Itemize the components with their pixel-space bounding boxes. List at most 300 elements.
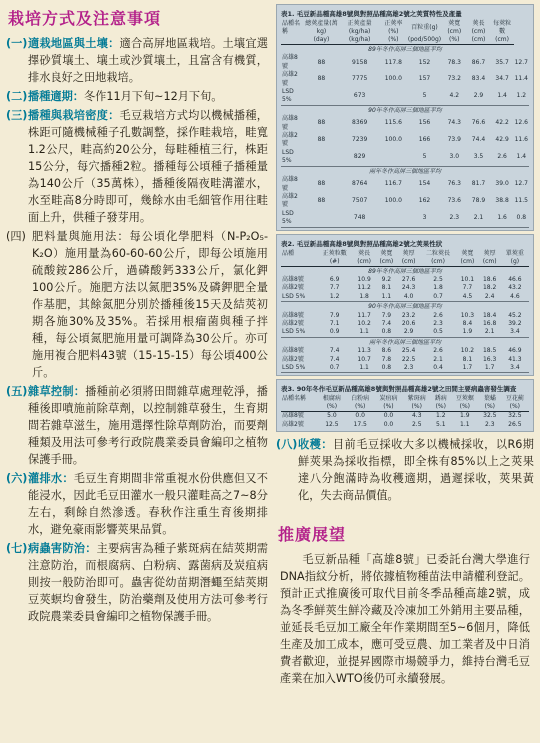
trial-group-label: 90年冬作高屏三個地區平均: [368, 106, 442, 114]
table-cell: 3.0: [442, 149, 466, 166]
table-cell: 42.2: [495, 119, 509, 127]
table-cell: 88: [317, 180, 326, 188]
item-heading: 病蟲害防治：: [28, 542, 97, 555]
table-header-cell: 品種名稱: [282, 395, 307, 403]
table-cell: 1.7: [456, 364, 478, 373]
table3-title: 表3. 90年冬作毛豆新品種高雄8號與對照品種高雄2號之田間主要病蟲害發生調查: [281, 385, 517, 394]
table-unit-cell: (%): [380, 36, 407, 45]
table-cell: 7.9: [381, 311, 392, 319]
table-cell: 11.7: [357, 311, 371, 319]
table-header-cell: 莢寬(cm): [447, 20, 462, 35]
table-unit-cell: (day): [303, 36, 339, 45]
table-cell: 73.6: [447, 197, 461, 205]
table-cell: 73.9: [447, 136, 461, 144]
table-cell: [380, 149, 407, 166]
table-row: [281, 320, 529, 328]
table-unit-cell: (cm): [375, 258, 397, 267]
table-cell: 39.0: [495, 180, 509, 188]
table-cell: 0.7: [420, 293, 457, 302]
table-cell: 4.5: [456, 293, 478, 302]
table-cell: 0.0: [383, 420, 394, 428]
table-row: [281, 276, 529, 284]
right-column: [276, 4, 534, 687]
table-unit-cell: [281, 403, 318, 412]
table-unit-cell: (cm): [491, 36, 514, 45]
table-cell: 高雄2號: [282, 420, 304, 428]
table-header-cell: 正莢粒數: [322, 249, 347, 257]
table-unit-cell: (cm): [479, 258, 501, 267]
table-unit-cell: (cm): [420, 258, 457, 267]
table-unit-cell: (%): [346, 403, 374, 412]
table-cell: 0.0: [383, 412, 394, 420]
harvest-paragraph: [276, 436, 534, 504]
table-cell: 1.1: [353, 364, 375, 373]
table-row: [281, 88, 529, 105]
table-cell: 7507: [352, 197, 368, 205]
table-cell: 8.6: [381, 347, 392, 355]
item-number: (六): [6, 472, 28, 485]
table-cell: 10.9: [357, 275, 371, 283]
table-cell: 1.1: [375, 293, 397, 302]
table-header-cell: 品種名稱: [282, 20, 301, 35]
table1-panel: [276, 4, 534, 231]
table-cell: 1.2: [436, 412, 446, 420]
table-cell: 11.2: [357, 284, 371, 292]
table-unit-cell: [281, 258, 316, 267]
table-cell: 32.5: [483, 412, 497, 420]
table-header-cell: 二粒莢長: [426, 249, 451, 257]
table-cell: 3.5: [466, 149, 490, 166]
item-text: 冬作11月下旬~12月下旬。: [83, 90, 223, 103]
table-header-cell: 根腐病: [322, 395, 341, 403]
table-cell: 1.6: [491, 210, 514, 227]
table-cell: 18.2: [482, 284, 497, 292]
table-cell: 10.2: [460, 347, 475, 355]
table-cell: 9.2: [381, 275, 392, 283]
section-title-cultivation: 栽培方式及注意事項: [8, 9, 162, 28]
table-cell: 高雄2號: [282, 284, 304, 292]
table-cell: 高雄2號: [282, 319, 304, 327]
table-cell: 39.2: [508, 319, 522, 327]
table-cell: 高雄8號: [282, 275, 304, 283]
table-cell: 3.4: [501, 328, 529, 337]
table-cell: 748: [340, 210, 380, 227]
table-cell: 2.3: [433, 319, 443, 327]
table-cell: 88: [317, 197, 326, 205]
table-cell: 100.0: [384, 197, 402, 205]
table-cell: 2.1: [479, 328, 501, 337]
table-cell: 高雄8號: [282, 412, 304, 420]
table-cell: 27.6: [401, 275, 416, 283]
table-row: [281, 356, 529, 364]
table-cell: 1.1: [460, 420, 470, 428]
table-header-cell: 莢長(cm): [471, 20, 486, 35]
table-cell: 88: [317, 58, 326, 66]
table-header-cell: 豆花薊: [505, 395, 524, 403]
table-row: [281, 284, 529, 292]
table-header-cell: 品種: [282, 249, 295, 257]
table-header-cell: 炭疽病: [379, 395, 398, 403]
table-cell: 154: [418, 180, 431, 188]
table-cell: 88: [317, 119, 326, 127]
table-cell: 100.0: [384, 75, 402, 83]
table-cell: 7775: [352, 75, 368, 83]
table-cell: 673: [340, 88, 380, 105]
table-cell: 5: [407, 149, 442, 166]
table-cell: 81.7: [471, 180, 486, 188]
table-cell: 高雄2號: [282, 132, 298, 148]
table-cell: 41.3: [508, 355, 522, 363]
table-cell: 18.4: [482, 311, 497, 319]
table-cell: 1.2: [316, 293, 353, 302]
table-cell: 18.6: [482, 275, 497, 283]
item-number: (五): [6, 385, 28, 398]
item-text: 主要病害為種子紫斑病在結莢期需注意防治，而根腐病、白粉病、露菌病及炭疽病則按一般防治即可。蟲害從幼苗期潛蠅至結莢期豆莢螟均會發生，防治藥劑及使用方法可參考行政院農業委員會編印之植物保護手冊。: [28, 542, 268, 623]
table3-panel: [276, 379, 534, 432]
table-cell: 16.3: [482, 355, 497, 363]
table1-title: 表1. 毛豆新品種高雄8號與對照品種高雄2號之莢質特性及產量: [281, 10, 462, 18]
table-cell: 11.6: [514, 136, 528, 144]
table-cell: 115.6: [384, 119, 402, 127]
table-cell: 117.8: [384, 58, 402, 66]
table-cell: 88: [317, 75, 326, 83]
table-header-cell: 正莢率(%): [384, 20, 403, 35]
table-row: [281, 421, 529, 429]
table-row: [281, 328, 529, 337]
table-cell: 1.9: [456, 328, 478, 337]
item-text: 播種前必須將田間雜草處理乾淨，播種後即噴施前除草劑，以控制雜草發生，生育期間若雜草滋生，施用選擇性除草劑防治，而要劑種類及用法可參考行政院農業委員會編印之植物保護手冊。: [28, 385, 268, 466]
trial-group-label: 兩年冬作高屏三個地區平均: [368, 338, 441, 346]
table-cell: [303, 149, 339, 166]
table-row: [281, 412, 529, 421]
table-cell: 0.4: [420, 364, 457, 373]
table-cell: 2.6: [433, 347, 443, 355]
table-cell: 4.2: [442, 88, 466, 105]
table-cell: 10.3: [460, 311, 475, 319]
table-cell: 高雄8號: [282, 176, 298, 192]
table-cell: 2.9: [397, 328, 419, 337]
table-cell: 2.6: [433, 311, 443, 319]
item-number: (四): [6, 230, 26, 243]
table-cell: 25.4: [401, 347, 416, 355]
table-row: [281, 176, 529, 193]
table-cell: LSD 5%: [281, 364, 316, 373]
harvest-number: (八): [276, 438, 298, 452]
table-unit-cell: [281, 36, 303, 45]
table-cell: LSD 5%: [281, 210, 303, 227]
table-cell: 0.8: [375, 328, 397, 337]
table-cell: 5.1: [436, 420, 446, 428]
table-cell: 86.7: [471, 58, 486, 66]
table-cell: 11.5: [514, 197, 528, 205]
table-cell: 1.4: [514, 149, 529, 166]
cultivation-item: [6, 470, 268, 538]
table-cell: 1.2: [514, 88, 529, 105]
table-cell: 7.1: [329, 319, 340, 327]
table-cell: 10.2: [357, 319, 371, 327]
table-cell: 7.4: [329, 355, 340, 363]
table-unit-cell: (%): [431, 403, 451, 412]
table-cell: 2.4: [479, 293, 501, 302]
table-cell: 829: [340, 149, 380, 166]
table-cell: 高雄8號: [282, 347, 304, 355]
table-header-cell: 莢長: [358, 249, 371, 257]
table-cell: 4.6: [501, 293, 529, 302]
table-cell: [380, 88, 407, 105]
table-unit-cell: (%): [451, 403, 479, 412]
table-cell: 74.4: [471, 136, 486, 144]
table-cell: 高雄8號: [282, 311, 304, 319]
table-cell: 2.9: [466, 88, 490, 105]
table-cell: 8369: [352, 119, 368, 127]
table-cell: 16.8: [482, 319, 497, 327]
table-cell: 162: [418, 197, 431, 205]
table-cell: 9158: [352, 58, 368, 66]
table-cell: 17.5: [353, 420, 367, 428]
table-cell: 2.3: [485, 420, 495, 428]
table-cell: 4.0: [397, 293, 419, 302]
table-unit-cell: (%): [501, 403, 529, 412]
table-cell: LSD 5%: [281, 149, 303, 166]
trial-group-label: 89年冬作高屏三個地區平均: [368, 46, 442, 53]
table-cell: 8.1: [381, 284, 392, 292]
item-number: (七): [6, 542, 28, 555]
table-cell: [303, 88, 339, 105]
table-cell: 8.4: [462, 319, 473, 327]
table-cell: 76.3: [447, 180, 461, 188]
table-cell: 2.6: [491, 149, 514, 166]
table-cell: 32.5: [508, 412, 522, 420]
table-cell: 20.6: [401, 319, 416, 327]
table-header-cell: 每莢粒數: [493, 20, 512, 35]
table-cell: LSD 5%: [281, 328, 316, 337]
table-cell: 10.1: [460, 275, 475, 283]
table-header-cell: 莢厚: [483, 249, 496, 257]
table-cell: 43.2: [508, 284, 522, 292]
table-cell: 24.3: [401, 284, 416, 292]
item-number: (二): [6, 90, 28, 103]
table-cell: 88: [317, 136, 326, 144]
table-cell: 38.8: [495, 197, 509, 205]
table-header-cell: 莢厚: [402, 249, 415, 257]
table-header-cell: 百粒重(g): [411, 24, 438, 31]
table-cell: 74.3: [447, 119, 461, 127]
cultivation-item: [6, 88, 268, 105]
table-row: [281, 293, 529, 302]
cultivation-item: [6, 383, 268, 468]
table-unit-cell: (#): [316, 258, 353, 267]
table-cell: 高雄2號: [282, 192, 298, 209]
table-cell: 2.1: [433, 355, 443, 363]
table-cell: 2.3: [397, 364, 419, 373]
table-unit-cell: (%): [318, 403, 346, 412]
table-header-cell: 紫斑病: [407, 395, 426, 403]
table-row: [281, 210, 529, 227]
table-row: [281, 364, 529, 373]
table-cell: 35.7: [495, 58, 509, 66]
table-cell: 1.4: [491, 88, 514, 105]
table-row: [281, 347, 529, 355]
table-cell: 156: [418, 119, 431, 127]
table-row: [281, 312, 529, 320]
table-unit-cell: (%): [442, 36, 466, 45]
table-unit-cell: (g): [501, 258, 529, 267]
table-unit-cell: (%): [403, 403, 431, 412]
item-heading: 播種適期：: [28, 90, 84, 103]
table-unit-cell: (cm): [353, 258, 375, 267]
table-cell: 2.5: [433, 275, 443, 283]
trial-group-label: 兩年冬作高屏三個地區平均: [368, 167, 441, 175]
left-column: [6, 4, 268, 627]
table-cell: 157: [418, 75, 431, 83]
table-cell: 22.5: [401, 355, 416, 363]
table-cell: 5.0: [327, 412, 337, 420]
table-cell: 高雄8號: [282, 54, 298, 70]
cultivation-item: [6, 107, 268, 226]
table-cell: 152: [418, 58, 431, 66]
table-cell: 2.5: [411, 420, 422, 428]
item-text: 毛豆生育期間非常重視水份供應但又不能浸水，因此毛豆田灌水一般只灌畦高之7~8分左右，剩餘自然滲透。春秋作注重生育後期排水，避免豪雨影響莢果品質。: [28, 472, 268, 536]
table-cell: 76.6: [471, 119, 486, 127]
table-header-cell: 豆莢螟: [455, 395, 474, 403]
table-row: [281, 132, 529, 149]
cultivation-item: [6, 35, 268, 86]
table-cell: 4.3: [411, 412, 422, 420]
table-unit-cell: (pod/500g): [407, 36, 442, 43]
table-cell: 1.1: [353, 328, 375, 337]
table-cell: 高雄2號: [282, 355, 304, 363]
section-title-promotion: 推廣展望: [278, 525, 347, 545]
table-unit-cell: (kg/ha): [340, 36, 380, 45]
table-cell: 11.4: [514, 75, 528, 83]
item-text: 毛豆栽培方式均以機械播種，株距可隨機械種子孔數調整，採作畦栽培，畦寬1.2公尺，畦高約20公分，每畦種植三行，株距15公分，每穴播種2粒。播種每公頃種子播種量為140公斤（35萬株），播種後隔夜畦溝灌水，水至畦高8分時即可，幾餘水由毛細管作用往畦面上升，供種子發芽用。: [28, 109, 268, 224]
table-row: [281, 71, 529, 88]
table-cell: 5: [407, 88, 442, 105]
trial-group-label: 90年冬作高屏三個地區平均: [368, 303, 442, 311]
promotion-section: [276, 522, 534, 687]
table-cell: 1.8: [433, 284, 443, 292]
item-heading: 播種與栽培密度：: [28, 109, 120, 122]
table-cell: 45.2: [508, 311, 522, 319]
table-cell: 100.0: [384, 136, 402, 144]
trial-group-label: 89年冬作高屏三個地區平均: [368, 267, 442, 275]
item-number: (一): [6, 37, 28, 50]
table-cell: 46.9: [508, 347, 522, 355]
table-cell: 7.4: [329, 347, 340, 355]
table-cell: 1.7: [479, 364, 501, 373]
table-header-cell: 白粉病: [351, 395, 370, 403]
harvest-heading: 收穫：: [298, 438, 333, 452]
table-cell: 12.7: [514, 180, 528, 188]
table-cell: 116.7: [384, 180, 402, 188]
cultivation-item: [6, 540, 268, 625]
table-header-cell: 莢寬: [380, 249, 393, 257]
table-cell: 73.2: [447, 75, 461, 83]
table-cell: 11.3: [357, 347, 371, 355]
table-cell: [303, 210, 339, 227]
table-row: [281, 149, 529, 166]
table-header-cell: 總莢產量(萬kg): [305, 20, 338, 35]
table-cell: 83.4: [471, 75, 486, 83]
table2: [281, 250, 529, 374]
table-row: [281, 193, 529, 210]
table-cell: 7.9: [329, 311, 340, 319]
item-number: (三): [6, 109, 28, 122]
table-cell: 0.8: [514, 210, 529, 227]
table-cell: 10.7: [357, 355, 371, 363]
table-header-cell: 葉蟎: [483, 395, 496, 403]
table-cell: 78.9: [471, 197, 486, 205]
table3: [281, 395, 529, 429]
table-cell: 3: [407, 210, 442, 227]
table-cell: 0.9: [316, 328, 353, 337]
table-cell: 8.1: [462, 355, 473, 363]
table-cell: LSD 5%: [281, 293, 316, 302]
item-heading: 雜草控制：: [28, 385, 86, 398]
table-cell: [380, 210, 407, 227]
table-cell: 7.4: [381, 319, 392, 327]
item-text: 適合高屏地區栽培。土壤宜選擇砂質壤土、壤土或沙質壤土，且富含有機質，排水良好之田地栽培。: [28, 37, 268, 84]
table-cell: 46.6: [508, 275, 522, 283]
table-cell: 0.8: [375, 364, 397, 373]
cultivation-list: [6, 35, 268, 625]
table-unit-cell: (%): [479, 403, 501, 412]
table-header-cell: 莢寬: [461, 249, 474, 257]
promotion-text: 毛豆新品種「高雄8號」已委託台灣大學進行DNA指紋分析，將依據植物種苗法申請權利登記。預計正式推廣後可取代目前冬季品種高雄2號，成為冬季鮮莢生鮮冷藏及冷凍加工外銷用主要品種，並延長毛豆加工廠全年作業期間至5~6個月，降低生產及加工成本，應可受豆農、加工業者及中日消費者歡迎，並提昇國際市場競爭力，維持台灣毛豆產業在加入WTO後仍可永續發展。: [280, 553, 530, 686]
table-cell: 0.5: [420, 328, 457, 337]
table-header-cell: 正莢產量(kg/ha): [347, 20, 372, 35]
table-cell: 23.2: [401, 311, 416, 319]
table1: [281, 20, 529, 228]
table-unit-cell: (cm): [397, 258, 419, 267]
table-cell: 1.8: [353, 293, 375, 302]
table-cell: 6.9: [329, 275, 340, 283]
table-row: [281, 54, 529, 71]
table-unit-cell: (cm): [456, 258, 478, 267]
table-cell: 12.7: [514, 58, 528, 66]
table-cell: 0.0: [355, 412, 365, 420]
table-row: [281, 115, 529, 132]
table-cell: 7.8: [381, 355, 392, 363]
table-cell: 166: [418, 136, 431, 144]
table2-panel: [276, 234, 534, 377]
table-cell: 1.9: [460, 412, 470, 420]
table-cell: 18.5: [482, 347, 497, 355]
table-cell: 34.7: [495, 75, 509, 83]
table-cell: 7.7: [462, 284, 473, 292]
table-cell: 12.5: [325, 420, 339, 428]
table-cell: 26.5: [508, 420, 522, 428]
table-cell: LSD 5%: [281, 88, 303, 105]
item-text: 肥料量與施用法：每公頃化學肥料（N-P₂O₅-K₂O）施用量為60-60-60公斤，即每公頃施用硫酸銨286公斤，過磷酸鈣333公斤，氯化鉀100公斤。施肥方法以氮肥35%及磷鉀肥全量作基肥，其餘氮肥分別於播種後15天及結莢初期各施30%及35%。若採用根瘤菌與種子拌種，每公頃氮肥施用量可調降為30公斤。亦可施用複合肥料43號（15-15-15）每公頃400公斤。: [32, 230, 268, 379]
table-cell: 2.3: [442, 210, 466, 227]
table-cell: 42.9: [495, 136, 509, 144]
table-header-cell: 單莢重: [505, 249, 524, 257]
table2-title: 表2. 毛豆新品種高雄8號與對照品種高雄2號之莢果性狀: [281, 239, 443, 248]
table-cell: 12.6: [514, 119, 528, 127]
table-cell: 7.7: [329, 284, 340, 292]
cultivation-item: [6, 228, 268, 381]
table-cell: 7239: [352, 136, 368, 144]
table-header-cell: 銹病: [434, 395, 447, 403]
table-cell: 3.4: [501, 364, 529, 373]
item-heading: 適栽地區與土壤：: [28, 37, 120, 50]
harvest-text: 目前毛豆採收大多以機械採收，以R6期鮮莢果為採收指標，即全株有85%以上之莢果達八分飽滿時為收穫適期，過遲採收，莢果黃化，失去商品價值。: [298, 438, 534, 503]
table-cell: 78.3: [447, 58, 461, 66]
item-heading: 灌排水：: [28, 472, 74, 485]
table-cell: 8764: [352, 180, 368, 188]
table-cell: 高雄8號: [282, 115, 298, 131]
